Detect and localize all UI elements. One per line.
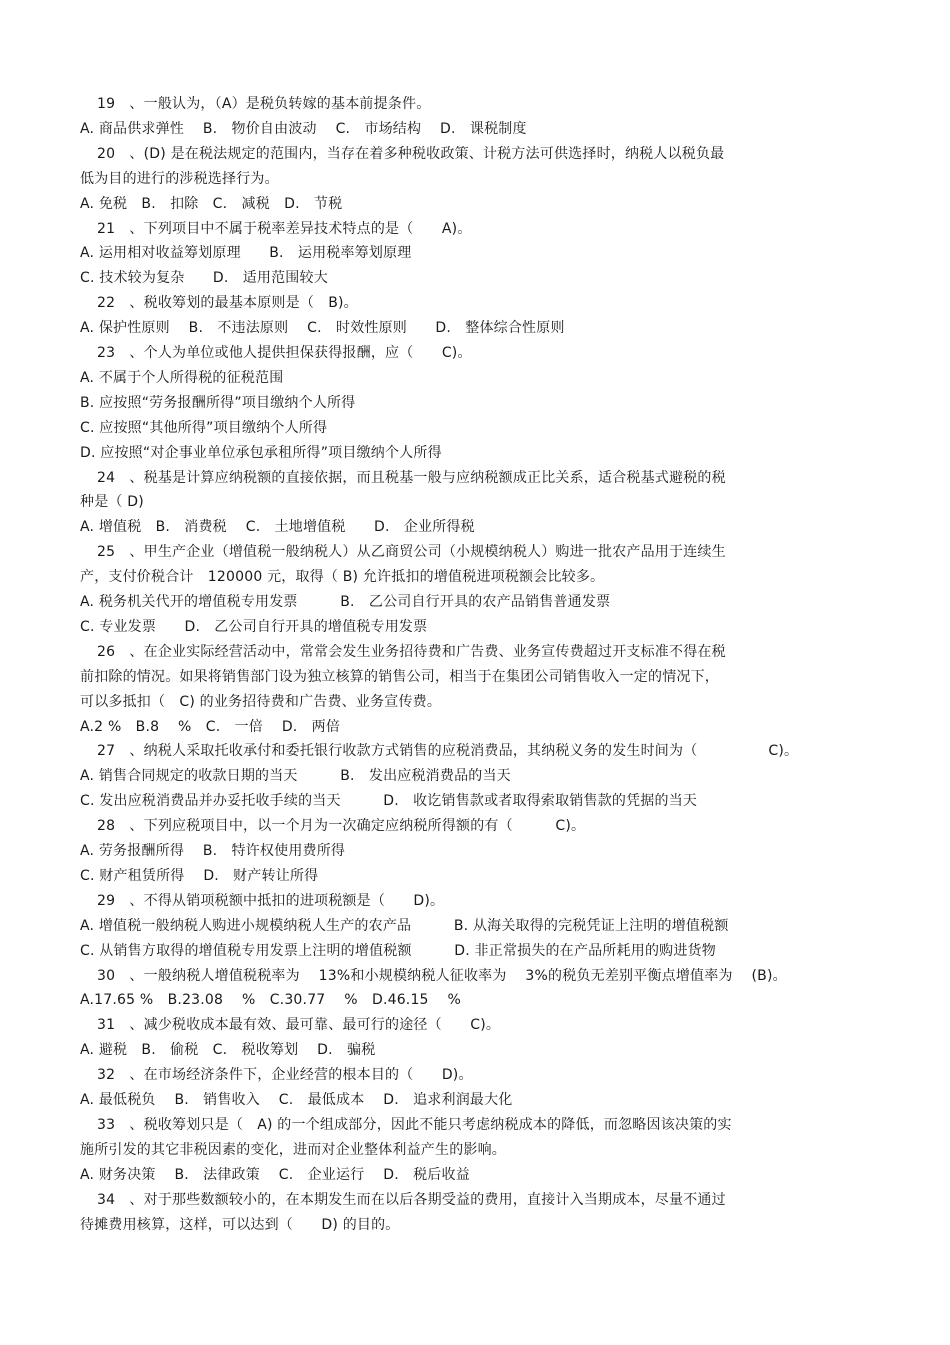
question-line: 22 、税收筹划的最基本原则是（ B)。 xyxy=(97,295,358,311)
option-line: A. 增值税一般纳税人购进小规模纳税人生产的农产品 B. 从海关取得的完税凭证上注明的增值税额 xyxy=(80,918,729,934)
question-line: 29 、不得从销项税额中抵扣的进项税额是（ D)。 xyxy=(97,893,445,909)
question-line: 27 、纳税人采取托收承付和委托银行收款方式销售的应税消费品，其纳税义务的发生时间为（ C)。 xyxy=(97,743,799,759)
option-line: A.17.65 % B.23.08 % C.30.77 % D.46.15 % xyxy=(80,992,462,1008)
option-line: A. 最低税负 B. 销售收入 C. 最低成本 D. 追求利润最大化 xyxy=(80,1092,513,1108)
question-line: 31 、减少税收成本最有效、最可靠、最可行的途径（ C)。 xyxy=(97,1017,501,1033)
option-line: A. 不属于个人所得税的征税范围 xyxy=(80,370,284,386)
option-line: A. 避税 B. 偷税 C. 税收筹划 D. 骗税 xyxy=(80,1042,376,1058)
option-line: A. 销售合同规定的收款日期的当天 B. 发出应税消费品的当天 xyxy=(80,768,511,784)
option-line: B. 应按照“劳务报酬所得”项目缴纳个人所得 xyxy=(80,395,356,411)
option-line: A. 税务机关代开的增值税专用发票 B. 乙公司自行开具的农产品销售普通发票 xyxy=(80,594,611,610)
option-line: C. 发出应税消费品并办妥托收手续的当天 D. 收讫销售款或者取得索取销售款的凭据的当天 xyxy=(80,793,698,809)
option-line: C. 专业发票 D. 乙公司自行开具的增值税专用发票 xyxy=(80,619,428,635)
question-line: 23 、个人为单位或他人提供担保获得报酬，应（ C)。 xyxy=(97,345,472,361)
option-line: C. 应按照“其他所得”项目缴纳个人所得 xyxy=(80,420,328,436)
question-line: 30 、一般纳税人增值税税率为 13%和小规模纳税人征收率为 3%的税负无差别平衡点增值率为 (B)。 xyxy=(97,968,787,984)
option-line: A. 运用相对收益筹划原理 B. 运用税率筹划原理 xyxy=(80,245,412,261)
option-line: A. 商品供求弹性 B. 物价自由波动 C. 市场结构 D. 课税制度 xyxy=(80,121,527,137)
option-line: 产，支付价税合计 120000 元，取得（ B) 允许抵扣的增值税进项税额会比较多。 xyxy=(80,569,605,585)
question-line: 32 、在市场经济条件下，企业经营的根本目的（ D)。 xyxy=(97,1067,473,1083)
option-line: A. 劳务报酬所得 B. 特许权使用费所得 xyxy=(80,843,346,859)
option-line: 待摊费用核算，这样，可以达到（ D) 的目的。 xyxy=(80,1217,400,1233)
question-line: 20 、(D) 是在税法规定的范围内，当存在着多种税收政策、计税方法可供选择时，纳税人以税负最 xyxy=(97,146,725,162)
option-line: A. 增值税 B. 消费税 C. 土地增值税 D. 企业所得税 xyxy=(80,519,475,535)
option-line: C. 技术较为复杂 D. 适用范围较大 xyxy=(80,270,328,286)
question-line: 28 、下列应税项目中，以一个月为一次确定应纳税所得额的有（ C)。 xyxy=(97,818,586,834)
option-line: A.2 % B.8 % C. 一倍 D. 两倍 xyxy=(80,719,341,735)
question-line: 34 、对于那些数额较小的，在本期发生而在以后各期受益的费用，直接计入当期成本，尽量不通过 xyxy=(97,1192,726,1208)
question-line: 33 、税收筹划只是（ A) 的一个组成部分，因此不能只考虑纳税成本的降低，而忽略因该决策的实 xyxy=(97,1117,732,1133)
option-line: C. 从销售方取得的增值税专用发票上注明的增值税额 D. 非正常损失的在产品所耗用的购进货物 xyxy=(80,943,716,959)
option-line: 可以多抵扣（ C) 的业务招待费和广告费、业务宣传费。 xyxy=(80,694,442,710)
option-line: 施所引发的其它非税因素的变化，进而对企业整体利益产生的影响。 xyxy=(80,1142,506,1158)
option-line: A. 财务决策 B. 法律政策 C. 企业运行 D. 税后收益 xyxy=(80,1167,470,1183)
option-line: 低为目的进行的涉税选择行为。 xyxy=(80,171,279,187)
question-line: 21 、下列项目中不属于税率差异技术特点的是（ A)。 xyxy=(97,221,472,237)
question-line: 25 、甲生产企业（增值税一般纳税人）从乙商贸公司（小规模纳税人）购进一批农产品用于连续生 xyxy=(97,544,726,560)
option-line: C. 财产租赁所得 D. 财产转让所得 xyxy=(80,868,319,884)
option-line: A. 免税 B. 扣除 C. 减税 D. 节税 xyxy=(80,196,343,212)
option-line: 前扣除的情况。如果将销售部门设为独立核算的销售公司，相当于在集团公司销售收入一定的情况下， xyxy=(80,669,719,685)
option-line: A. 保护性原则 B. 不违法原则 C. 时效性原则 D. 整体综合性原则 xyxy=(80,320,565,336)
question-line: 26 、在企业实际经营活动中，常常会发生业务招待费和广告费、业务宣传费超过开支标准不得在税 xyxy=(97,644,726,660)
question-line: 19 、一般认为，（A）是税负转嫁的基本前提条件。 xyxy=(97,96,431,112)
question-line: 24 、税基是计算应纳税额的直接依据，而且税基一般与应纳税额成正比关系，适合税基式避税的税 xyxy=(97,470,726,486)
option-line: D. 应按照“对企事业单位承包承租所得”项目缴纳个人所得 xyxy=(80,445,442,461)
option-line: 种是（ D) xyxy=(80,494,144,510)
